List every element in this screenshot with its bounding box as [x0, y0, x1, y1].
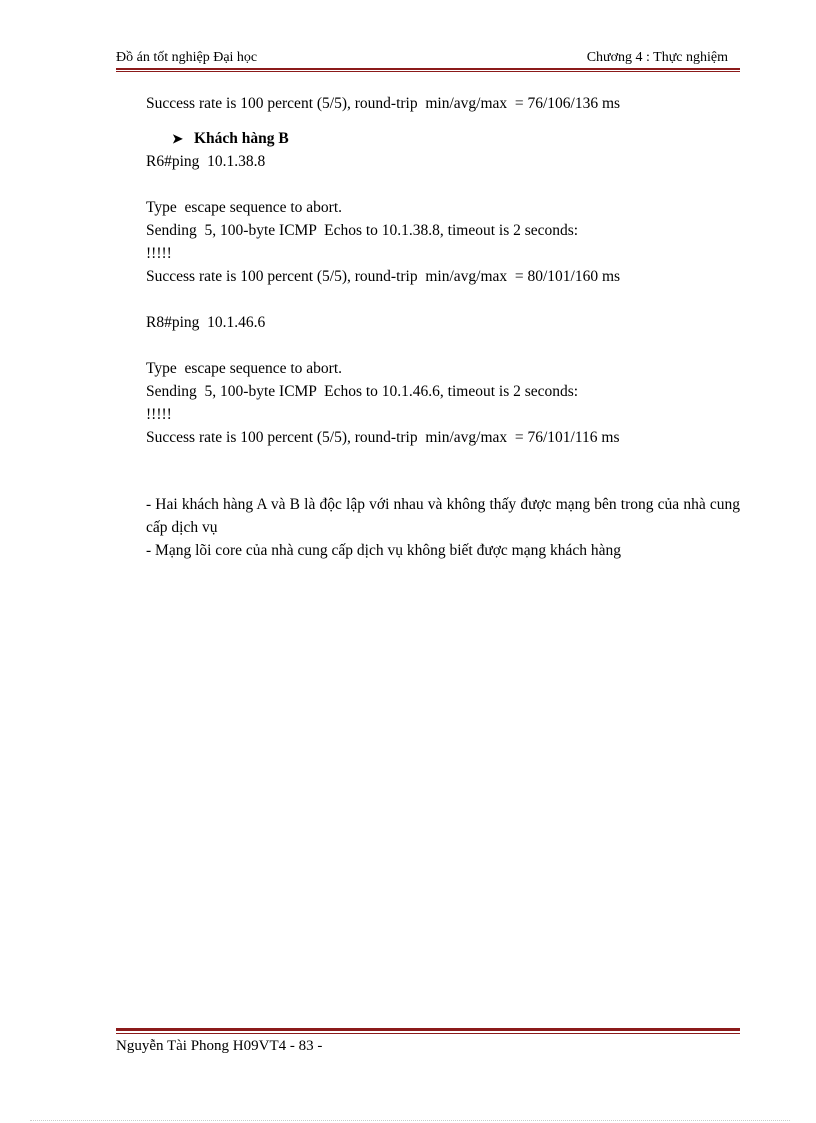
header-chapter-title: Chương 4 : Thực nghiệm [586, 50, 728, 65]
r8-ping-command: R8#ping 10.1.46.6 [146, 314, 266, 331]
r8-success-line: Success rate is 100 percent (5/5), round-trip min/avg/max = 76/101/116 ms [146, 429, 620, 446]
note-paragraph-2: - Mạng lõi core của nhà cung cấp dịch vụ không biết được mạng khách hàng [146, 542, 621, 559]
r6-ping-command: R6#ping 10.1.38.8 [146, 153, 266, 170]
header-rule [116, 68, 740, 72]
r8-ping-marks: !!!!! [146, 406, 172, 423]
r6-success-line: Success rate is 100 percent (5/5), round-trip min/avg/max = 80/101/160 ms [146, 268, 621, 285]
note-paragraph-1: - Hai khách hàng A và B là độc lập với nhau và không thấy được mạng bên trong của nhà cung cấp dịch vụ [146, 496, 740, 536]
page-edge-divider [30, 1120, 790, 1121]
page-header [116, 50, 740, 70]
page-footer: Nguyễn Tài Phong H09VT4 - 83 - [116, 1038, 323, 1054]
blank-line [146, 173, 740, 196]
page-content [146, 92, 740, 562]
footer-rule [116, 1028, 740, 1034]
spacer [146, 449, 740, 493]
heading-text: Khách hàng B [194, 130, 289, 147]
r8-escape-line: Type escape sequence to abort. [146, 360, 343, 377]
header-document-title: Đồ án tốt nghiệp Đại học [116, 50, 258, 65]
r6-sending-line: Sending 5, 100-byte ICMP Echos to 10.1.38.8, timeout is 2 seconds: [146, 222, 579, 239]
arrow-bullet-icon: ➤ [172, 131, 183, 146]
blank-line [146, 288, 740, 311]
blank-line [146, 334, 740, 357]
r8-sending-line: Sending 5, 100-byte ICMP Echos to 10.1.46.6, timeout is 2 seconds: [146, 383, 579, 400]
r6-ping-marks: !!!!! [146, 245, 172, 262]
section-heading [146, 127, 740, 150]
r6-escape-line: Type escape sequence to abort. [146, 199, 343, 216]
success-line-a: Success rate is 100 percent (5/5), round-trip min/avg/max = 76/106/136 ms [146, 95, 621, 112]
